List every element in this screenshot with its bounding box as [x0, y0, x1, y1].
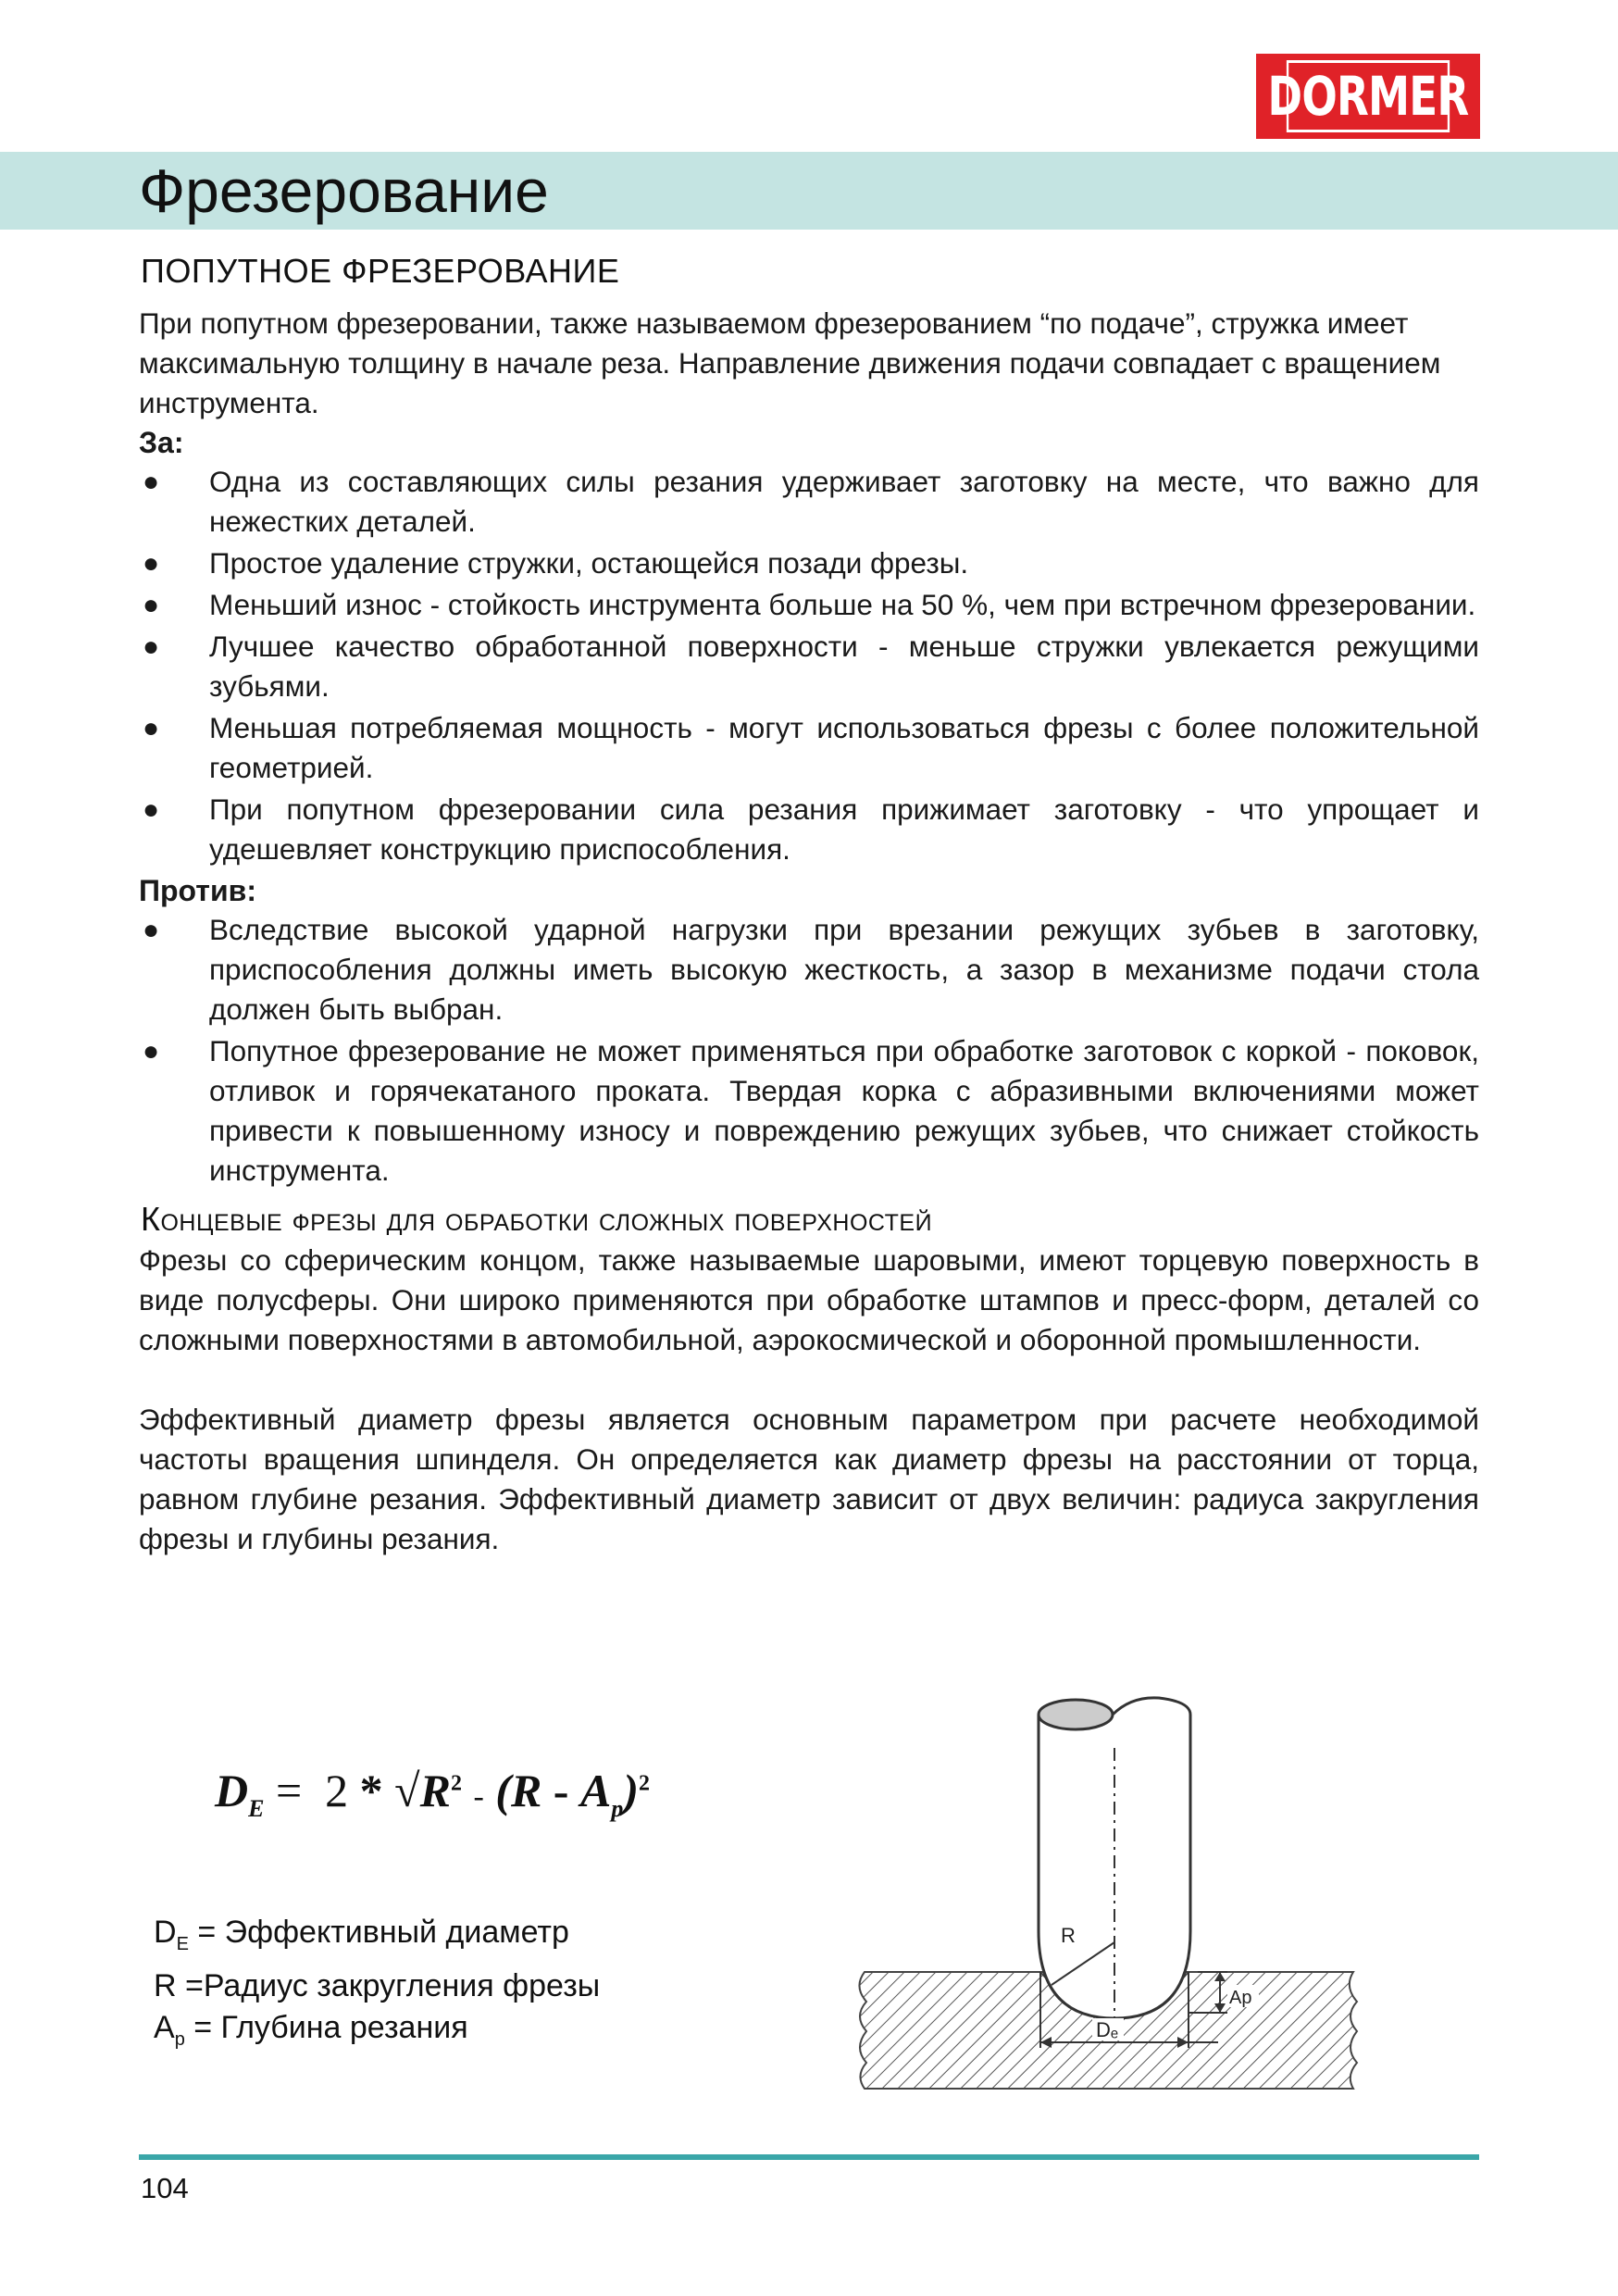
- formula-legend: [154, 1912, 600, 2061]
- pros-list: [139, 462, 1479, 869]
- section-heading-ball-nose: [141, 1200, 1479, 1239]
- formula-coef: 2: [325, 1765, 349, 1816]
- legend-item-de: [154, 1912, 600, 1965]
- page-title: Фрезерование: [139, 156, 549, 225]
- dormer-logo-text: DORMER: [1287, 60, 1450, 132]
- bullet-icon: ●: [143, 713, 160, 743]
- figure-label-ap: Ap: [1229, 1988, 1252, 2008]
- dormer-logo: [1256, 54, 1480, 139]
- bullet-icon: ●: [143, 794, 160, 825]
- bullet-icon: ●: [143, 467, 160, 497]
- bullet-icon: ●: [143, 631, 160, 662]
- formula-minus: -: [473, 1779, 484, 1814]
- tool-top: [1039, 1700, 1113, 1729]
- paragraph-spacer: [139, 1360, 1479, 1400]
- list-item: [139, 543, 1479, 583]
- formula-r-sup: 2: [450, 1771, 462, 1796]
- legend-sub: E: [176, 1933, 189, 1954]
- list-item: [139, 708, 1479, 788]
- list-item: [139, 790, 1479, 869]
- bullet-icon: ●: [143, 590, 160, 620]
- formula-minus-2: -: [553, 1765, 569, 1816]
- figure-label-de: Dₑ: [1096, 2018, 1119, 2041]
- pros-text: Меньшая потребляемая мощность - могут использоваться фрезы с более положительной геометрией.: [209, 711, 1479, 784]
- list-item: [139, 910, 1479, 1029]
- legend-text: = Глубина резания: [184, 2009, 468, 2045]
- sqrt-icon: √: [394, 1765, 420, 1816]
- formula-lhs: D: [215, 1765, 249, 1816]
- cons-list: [139, 910, 1479, 1191]
- formula-open: (R: [495, 1765, 542, 1816]
- figure-label-r: R: [1061, 1924, 1076, 1947]
- ball-nose-cutter-figure: [853, 1692, 1361, 2128]
- bullet-icon: ●: [143, 1036, 160, 1067]
- pros-text: Меньший износ - стойкость инструмента больше на 50 %, чем при встречном фрезеровании.: [209, 588, 1476, 621]
- cons-text: Попутное фрезерование не может применяться при обработке заготовок с коркой - поковок, отливок и горячекатаного проката. Твердая корка с абразивными включениями может привести к повышенному износу и повреждению режущих зубьев, что снижает стойкость инструмента.: [209, 1034, 1479, 1187]
- legend-sub: p: [174, 2028, 185, 2050]
- effective-diameter-paragraph: Эффективный диаметр фрезы является основным параметром при расчете необходимой частоты вращения шпинделя. Он определяется как диаметр фрезы на расстоянии от торца, равном глубине резания. Эффективный диаметр зависит от двух величин: радиуса закругления фрезы и глубины резания.: [139, 1403, 1479, 1555]
- pros-text: Простое удаление стружки, остающейся позади фрезы.: [209, 546, 969, 580]
- list-item: [139, 585, 1479, 625]
- formula-lhs-sub: E: [248, 1795, 265, 1822]
- climb-milling-intro: При попутном фрезеровании, также называемом фрезерованием “по подаче”, стружка имеет максимальную толщину в начале реза. Направление движения подачи совпадает с вращением инструмента.: [139, 306, 1441, 419]
- list-item: [139, 462, 1479, 542]
- legend-item-ap: [154, 2007, 600, 2061]
- legend-text: =Радиус закругления фрезы: [176, 1967, 601, 2003]
- page-number: 104: [141, 2172, 189, 2204]
- formula-close: ): [623, 1765, 639, 1816]
- legend-item-r: [154, 1965, 600, 2007]
- tool-top-edge: [1113, 1698, 1190, 1715]
- formula-a: A: [579, 1765, 612, 1816]
- cons-label: Против:: [139, 874, 256, 907]
- legend-text: = Эффективный диаметр: [188, 1915, 569, 1950]
- legend-symbol: D: [154, 1915, 177, 1950]
- bullet-icon: ●: [143, 548, 160, 579]
- bullet-icon: ●: [143, 915, 160, 945]
- main-content: [139, 252, 1479, 1559]
- legend-symbol: A: [154, 2009, 175, 2045]
- ball-nose-paragraph: Фрезы со сферическим концом, также называемые шаровыми, имеют торцевую поверхность в виде полусферы. Они широко применяются при обработке штампов и пресс-форм, деталей со сложными поверхностями в автомобильной, аэрокосмической и оборонной промышленности.: [139, 1243, 1479, 1356]
- formula-times: *: [359, 1765, 383, 1816]
- pros-label: За:: [139, 426, 184, 459]
- pros-text: При попутном фрезеровании сила резания прижимает заготовку - что упрощает и удешевляет конструкцию приспособления.: [209, 792, 1479, 866]
- effective-diameter-formula: [215, 1764, 650, 1823]
- legend-symbol: R: [154, 1967, 177, 2003]
- pros-text: Одна из составляющих силы резания удерживает заготовку на месте, что важно для нежестких деталей.: [209, 465, 1479, 538]
- section-heading-text: Концевые фрезы для обработки сложных поверхностей: [141, 1200, 933, 1238]
- formula-close-sup: 2: [638, 1771, 650, 1796]
- formula-equals: =: [275, 1765, 303, 1816]
- list-item: [139, 1031, 1479, 1191]
- footer-rule: [139, 2154, 1479, 2160]
- cons-text: Вследствие высокой ударной нагрузки при врезании режущих зубьев в заготовку, приспособления должны иметь высокую жесткость, а зазор в механизме подачи стола должен быть выбран.: [209, 913, 1479, 1026]
- formula-a-sub: p: [611, 1795, 624, 1822]
- formula-r: R: [419, 1765, 451, 1816]
- section-heading-climb-milling: ПОПУТНОЕ ФРЕЗЕРОВАНИЕ: [141, 252, 620, 290]
- list-item: [139, 627, 1479, 706]
- pros-text: Лучшее качество обработанной поверхности - меньше стружки увлекается режущими зубьями.: [209, 630, 1479, 703]
